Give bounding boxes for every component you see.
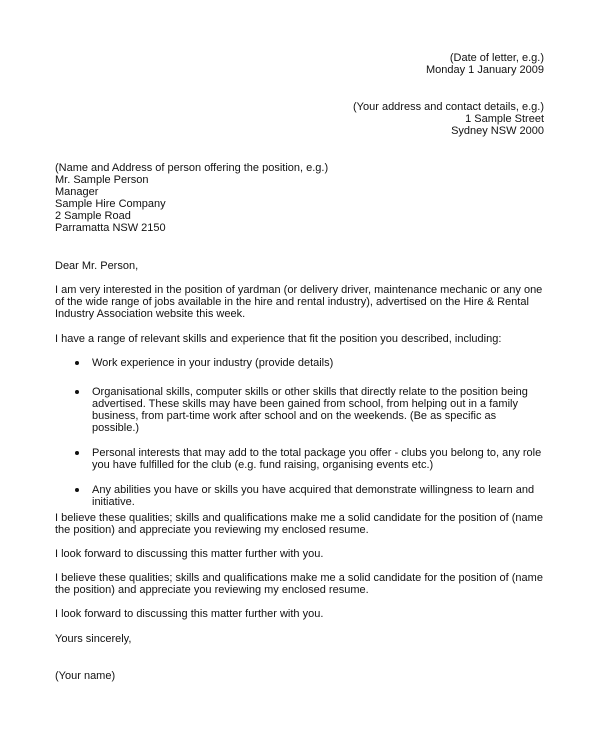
list-item-text: Organisational skills, computer skills or other skills that directly relate to the position being advertised. These skills may have been gained from school, from helping out in a family business, from part-time work after school and on the weekends. (Be as specific as possible.) (92, 386, 528, 434)
bullet-icon (75, 361, 79, 365)
list-item (55, 484, 555, 508)
signature: (Your name) (55, 670, 116, 682)
recipient-city: Parramatta NSW 2150 (55, 222, 166, 234)
forward-paragraph-1: I look forward to discussing this matter further with you. (55, 548, 324, 560)
bullet-icon (75, 488, 79, 492)
sender-note: (Your address and contact details, e.g.) (353, 101, 544, 113)
salutation: Dear Mr. Person, (55, 260, 139, 272)
date-value: Monday 1 January 2009 (425, 64, 544, 76)
recipient-street: 2 Sample Road (55, 210, 131, 222)
forward-paragraph-2: I look forward to discussing this matter further with you. (55, 608, 324, 620)
recipient-address-block (55, 162, 555, 234)
list-item-text: Any abilities you have or skills you have acquired that demonstrate willingness to learn and initiative. (92, 484, 535, 508)
intro-paragraph: I am very interested in the position of yardman (or delivery driver, maintenance mechanic or any one of the wide range of jobs available in the hire and rental industry), advertised on the Hire & Rental Industry Association website this week. (55, 284, 543, 320)
closing: Yours sincerely, (55, 633, 132, 645)
qualities-paragraph-2: I believe these qualities; skills and qualifications make me a solid candidate for the position of (name the position) and appreciate you reviewing my enclosed resume. (55, 572, 543, 596)
recipient-title: Manager (55, 186, 99, 198)
recipient-name: Mr. Sample Person (55, 174, 149, 186)
date-note: (Date of letter, e.g.) (449, 52, 544, 64)
date-block (426, 52, 544, 76)
bullet-icon (75, 451, 79, 455)
list-item (55, 447, 555, 471)
list-item-text: Personal interests that may add to the total package you offer - clubs you belong to, any role you have fulfilled for the club (e.g. fund raising, organising events etc.) (92, 447, 542, 471)
recipient-note: (Name and Address of person offering the position, e.g.) (55, 162, 329, 174)
list-item (55, 386, 555, 434)
recipient-company: Sample Hire Company (55, 198, 166, 210)
list-item (55, 357, 555, 369)
sender-city: Sydney NSW 2000 (451, 125, 544, 137)
sender-address-block (353, 101, 544, 137)
sender-street: 1 Sample Street (465, 113, 544, 125)
skills-intro: I have a range of relevant skills and experience that fit the position you described, including: (55, 333, 502, 345)
bullet-icon (75, 390, 79, 394)
qualities-paragraph-1: I believe these qualities; skills and qualifications make me a solid candidate for the position of (name the position) and appreciate you reviewing my enclosed resume. (55, 512, 543, 536)
skills-list (55, 357, 555, 508)
list-item-text: Work experience in your industry (provide details) (92, 357, 334, 369)
